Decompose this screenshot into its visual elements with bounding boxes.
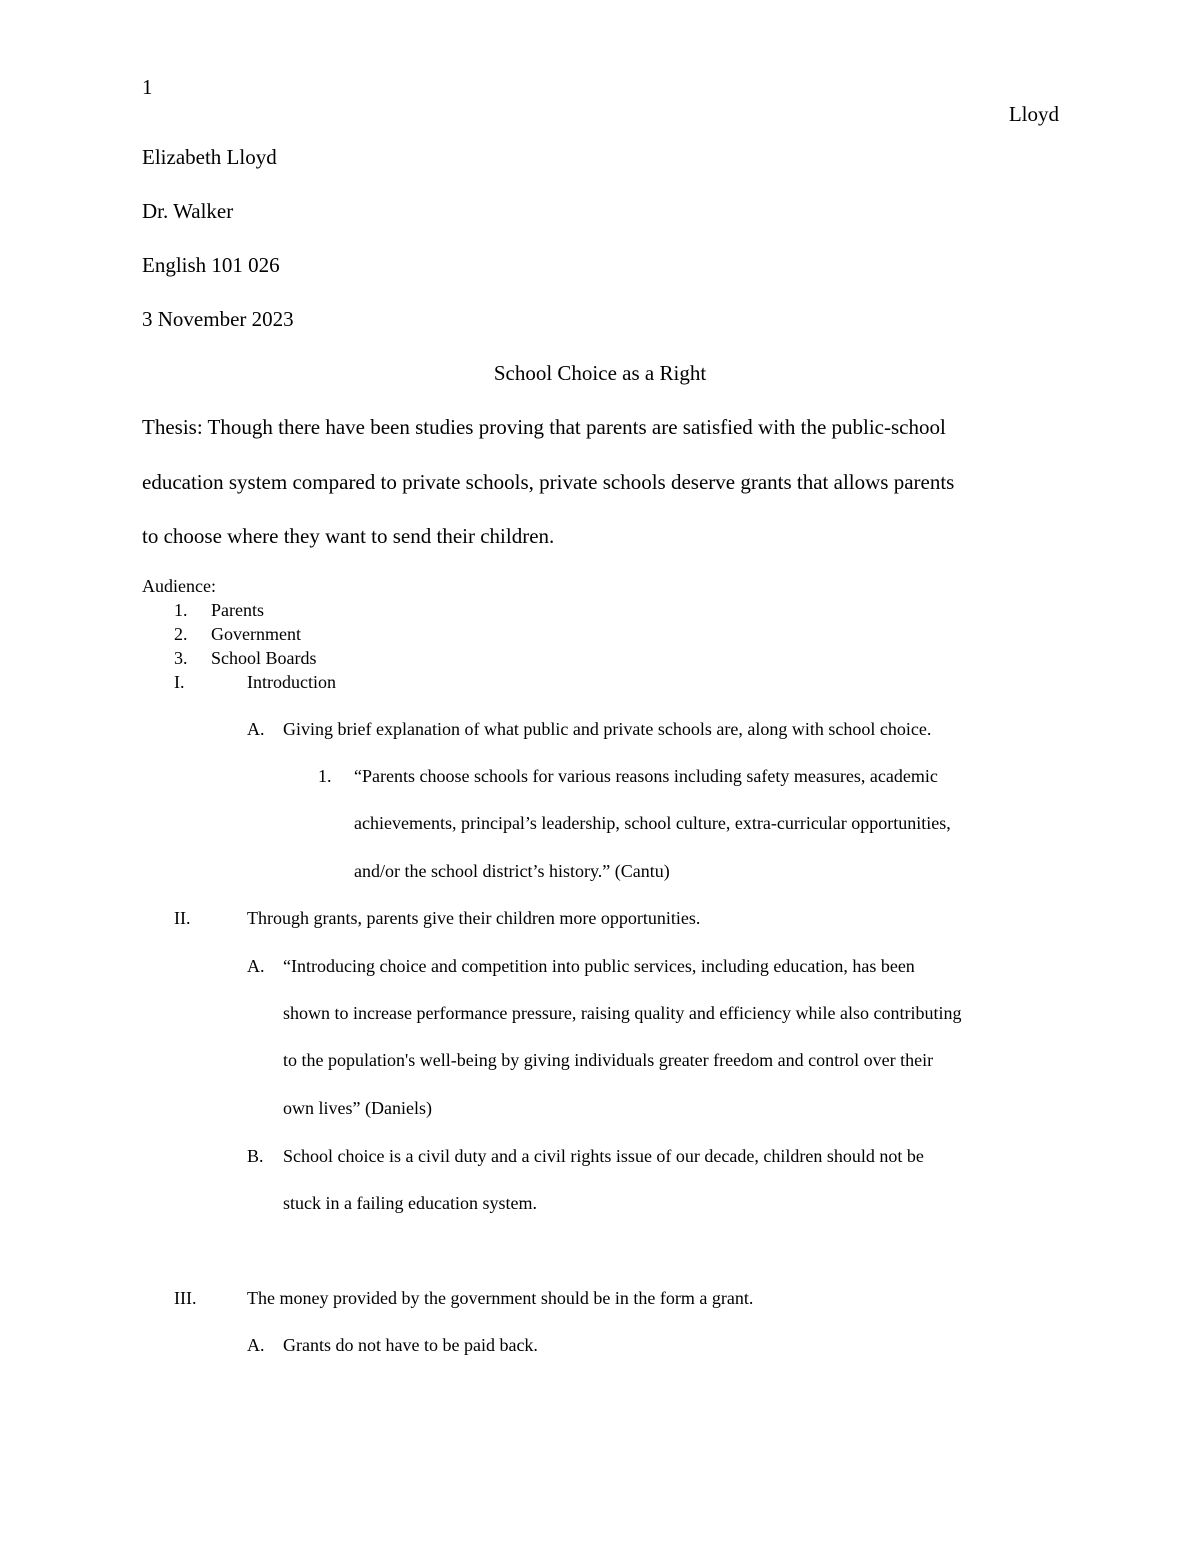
- author-name: Elizabeth Lloyd: [142, 145, 277, 169]
- audience-item-number: 3.: [174, 648, 188, 668]
- audience-item-number: 1.: [174, 600, 188, 620]
- page-title: School Choice as a Right: [493, 361, 707, 385]
- course-name: English 101 026: [142, 253, 280, 277]
- audience-item: School Boards: [211, 648, 317, 668]
- date: 3 November 2023: [142, 307, 294, 331]
- outline-roman-numeral: I.: [174, 672, 185, 692]
- audience-label: Audience:: [142, 576, 216, 596]
- outline-letter: A.: [247, 1335, 265, 1355]
- instructor-name: Dr. Walker: [142, 199, 234, 223]
- outline-section-heading: Through grants, parents give their children more opportunities.: [247, 908, 701, 928]
- page-number: 1: [142, 75, 153, 99]
- thesis-line: education system compared to private schools, private schools deserve grants that allows parents: [142, 470, 955, 494]
- outline-quote-line: achievements, principal’s leadership, school culture, extra-curricular opportunities,: [354, 813, 951, 833]
- audience-item: Parents: [211, 600, 264, 620]
- outline-section-heading: The money provided by the government should be in the form a grant.: [247, 1288, 754, 1308]
- outline-section-heading: Introduction: [247, 672, 336, 692]
- outline-roman-numeral: II.: [174, 908, 191, 928]
- outline-point: Giving brief explanation of what public and private schools are, along with school choice.: [283, 719, 932, 739]
- outline-quote-line: shown to increase performance pressure, raising quality and efficiency while also contributing: [283, 1003, 962, 1023]
- audience-item: Government: [211, 624, 301, 644]
- outline-point: stuck in a failing education system.: [283, 1193, 537, 1213]
- outline-quote-line: and/or the school district’s history.” (Cantu): [354, 861, 670, 881]
- outline-point: School choice is a civil duty and a civil rights issue of our decade, children should not be: [283, 1146, 924, 1166]
- outline-letter: B.: [247, 1146, 264, 1166]
- outline-roman-numeral: III.: [174, 1288, 197, 1308]
- thesis-line: Thesis: Though there have been studies proving that parents are satisfied with the public-school: [142, 415, 946, 439]
- outline-letter: A.: [247, 719, 265, 739]
- audience-item-number: 2.: [174, 624, 188, 644]
- outline-quote-line: “Introducing choice and competition into public services, including education, has been: [283, 956, 915, 976]
- outline-quote-line: to the population's well-being by giving individuals greater freedom and control over their: [283, 1050, 934, 1070]
- outline-point: Grants do not have to be paid back.: [283, 1335, 538, 1355]
- outline-subpoint-number: 1.: [318, 766, 332, 786]
- thesis-line: to choose where they want to send their children.: [142, 524, 555, 548]
- outline-quote-line: own lives” (Daniels): [283, 1098, 432, 1118]
- outline-quote-line: “Parents choose schools for various reasons including safety measures, academic: [354, 766, 938, 786]
- running-head: Lloyd: [1008, 102, 1059, 126]
- outline-letter: A.: [247, 956, 265, 976]
